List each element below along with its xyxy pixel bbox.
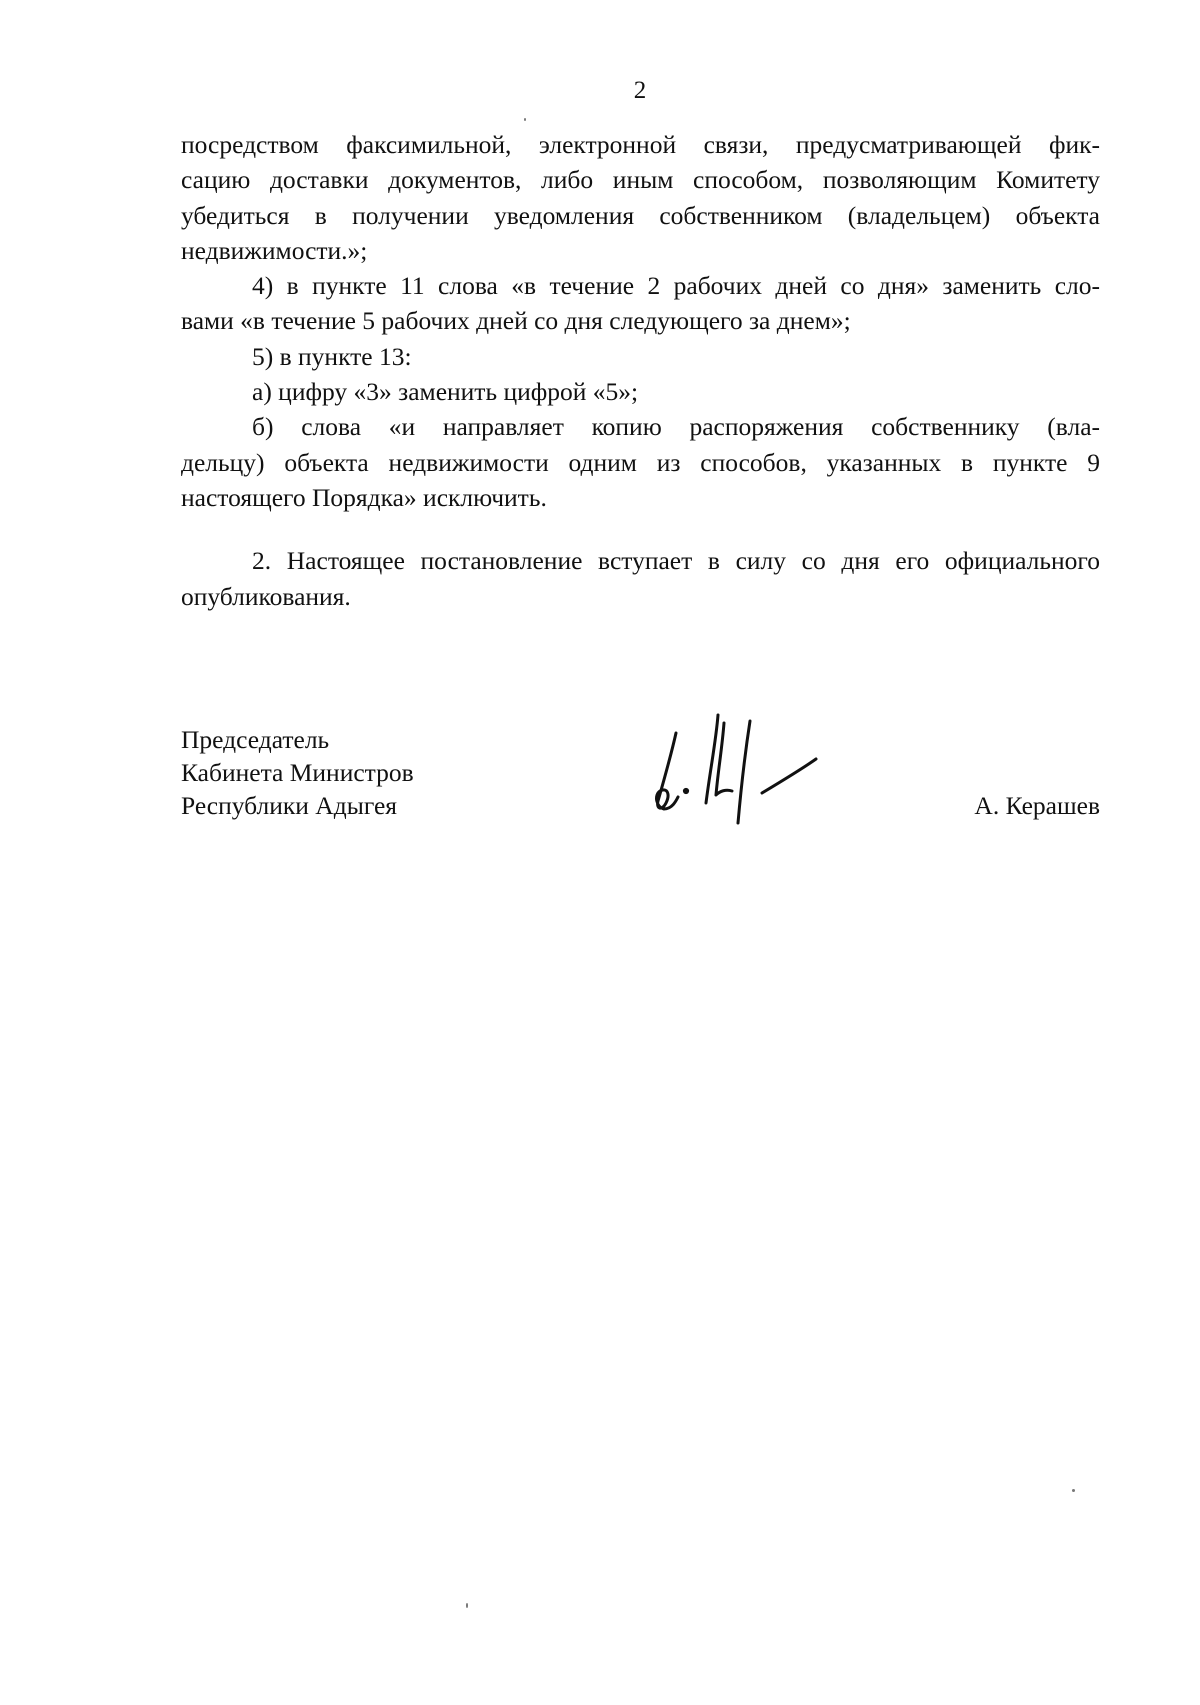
signer-title-line: Кабинета Министров [181,758,414,787]
paragraph-item-5b [181,409,1100,515]
document-body [181,127,1100,614]
text-line: недвижимости.»; [181,235,368,265]
text-line: 5) в пункте 13: [252,341,412,371]
text-line: дельцу) объекта недвижимости одним из способов, указанных в пункте 9 [181,447,1100,477]
signer-title-line: Председатель [181,725,330,754]
text-line: б) слова «и направляет копию распоряжения собственнику (вла- [252,412,1100,442]
text-line: а) цифру «3» заменить цифрой «5»; [252,377,639,407]
text-line: убедиться в получении уведомления собственником (владельцем) объекта [181,200,1100,230]
signer-name: А. Керашев [974,791,1100,820]
text-line: настоящего Порядка» исключить. [181,482,547,512]
text-line: 2. Настоящее постановление вступает в силу со дня его официального [252,546,1100,576]
scan-speck [1072,1489,1075,1492]
scan-speck [524,118,526,121]
scan-speck [466,1603,468,1608]
signature-block [181,723,1100,843]
paragraph-item-5 [181,339,1100,374]
text-line: 4) в пункте 11 слова «в течение 2 рабочих дней со дня» заменить сло- [252,271,1100,301]
paragraph-item-5a [181,374,1100,409]
text-line: сацию доставки документов, либо иным способом, позволяющим Комитету [181,165,1100,195]
signer-title-line: Республики Адыгея [181,791,397,820]
paragraph-continuation [181,127,1100,268]
paragraph-section-2 [181,543,1100,614]
paragraph-item-4 [181,268,1100,339]
text-line: вами «в течение 5 рабочих дней со дня следующего за днем»; [181,306,851,336]
text-line: опубликования. [181,581,351,611]
signer-title [181,723,414,822]
page-number: 2 [633,77,647,104]
text-line: посредством факсимильной, электронной связи, предусматривающей фик- [181,130,1100,159]
handwritten-signature [646,711,831,831]
